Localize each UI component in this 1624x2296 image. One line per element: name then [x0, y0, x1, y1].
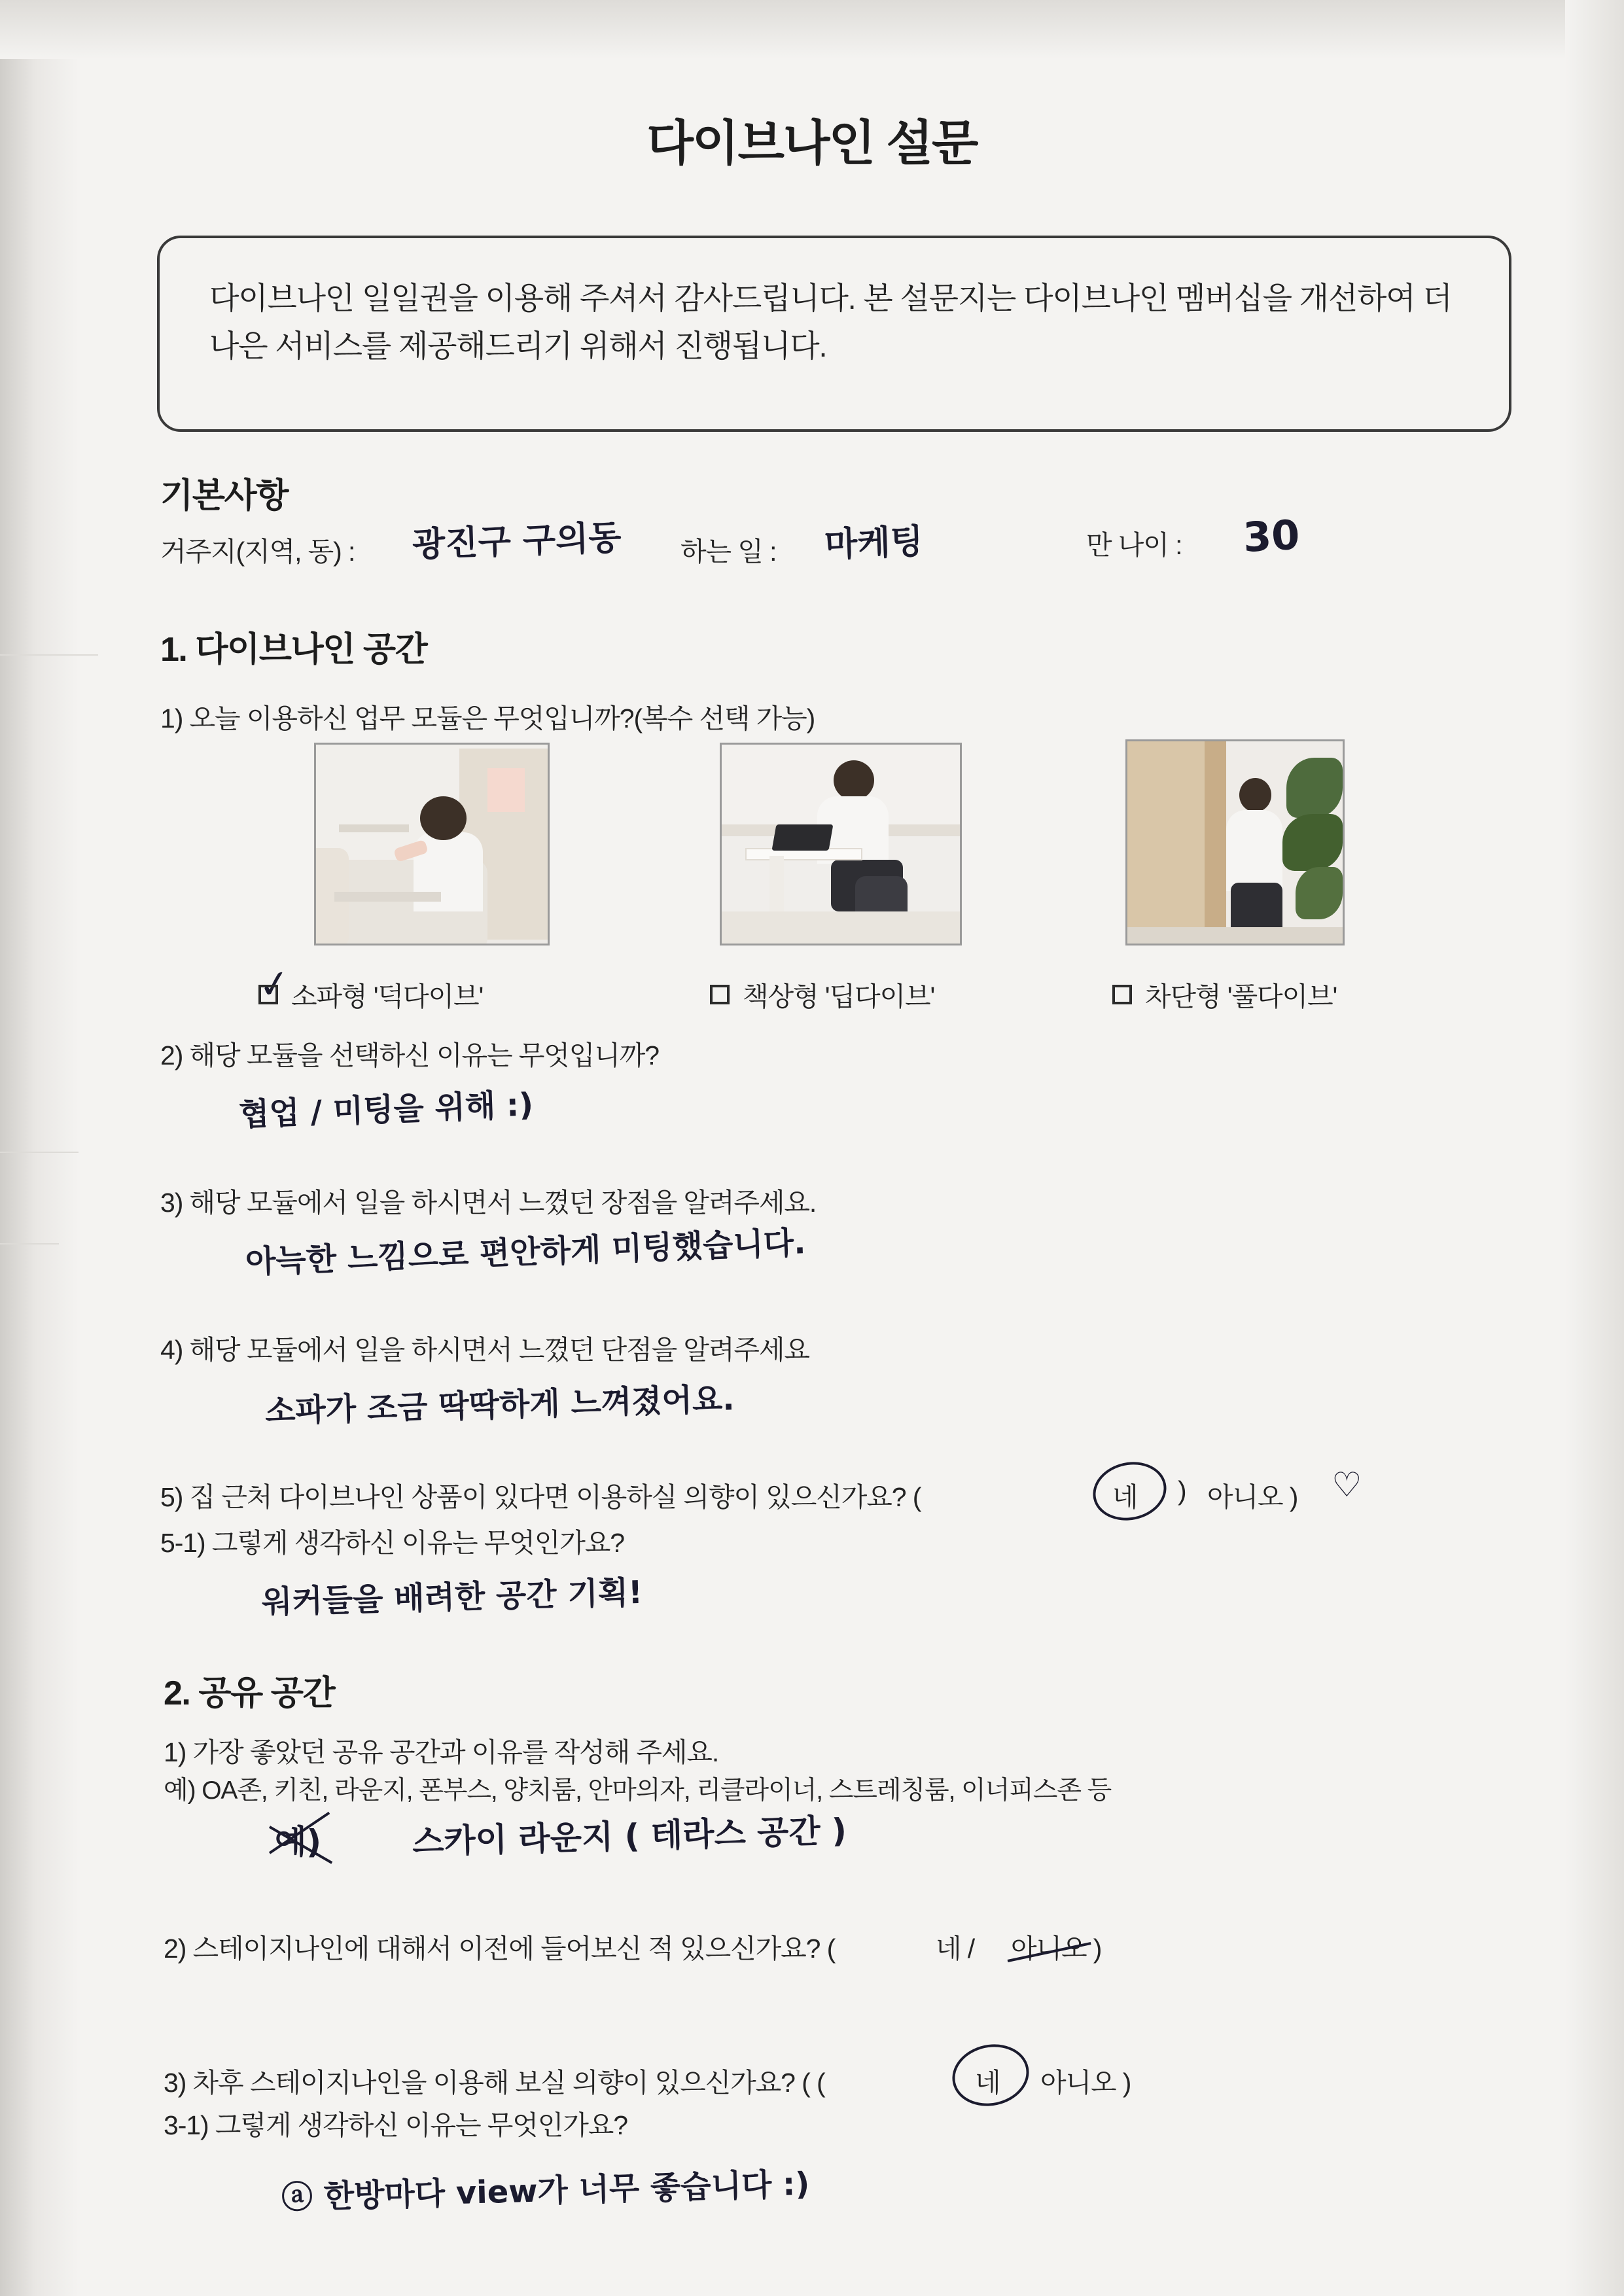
photo-desk-module: [720, 743, 962, 945]
section2-question3: 3) 차후 스테이지나인을 이용해 보실 의향이 있으신가요? ( (: [164, 2068, 825, 2098]
section2-answer1: 스카이 라운지 ( 테라스 공간 ): [412, 1811, 847, 1861]
section2-q3-no[interactable]: 아니오 ): [1040, 2068, 1131, 2098]
section1-answer5-1: 워커들을 배려한 공간 기획!: [261, 1574, 643, 1621]
age-label: 만 나이 :: [1086, 530, 1182, 560]
section1-q5-yes-circle: [1087, 1455, 1172, 1527]
section1-question1: 1) 오늘 이용하신 업무 모듈은 무엇입니까?(복수 선택 가능): [160, 703, 815, 733]
section2-question2: 2) 스테이지나인에 대해서 이전에 들어보신 적 있으신가요? (: [164, 1934, 836, 1964]
option-label-pod: 차단형 '풀다이브': [1145, 981, 1337, 1012]
section1-question4: 4) 해당 모듈에서 일을 하시면서 느꼈던 단점을 알려주세요: [160, 1335, 809, 1365]
checkbox-desk-module[interactable]: [710, 985, 730, 1004]
section1-answer3: 아늑한 느낌으로 편안하게 미팅했습니다.: [245, 1224, 807, 1280]
section2-q3-yes-circle: [947, 2038, 1035, 2113]
basic-info-heading: 기본사항: [160, 477, 288, 515]
residence-label: 거주지(지역, 동) :: [160, 537, 355, 567]
section2-q3-yes[interactable]: 네: [975, 2068, 1000, 2098]
section1-q5-heart-mark: ♡: [1332, 1466, 1362, 1505]
section1-answer2: 협업 / 미팅을 위해 :): [238, 1086, 534, 1133]
option-sofa-module[interactable]: [258, 975, 483, 1014]
residence-value: 광진구 구의동: [412, 518, 622, 565]
option-pod-module[interactable]: [1112, 975, 1337, 1014]
section1-answer4: 소파가 조금 딱딱하게 느껴졌어요.: [264, 1381, 735, 1430]
section1-question3: 3) 해당 모듈에서 일을 하시면서 느꼈던 장점을 알려주세요.: [160, 1188, 817, 1218]
section2-answer3-1: ⓐ 한방마다 view가 너무 좋습니다 :): [281, 2165, 810, 2216]
photo-pod-module: [1125, 739, 1345, 945]
job-value: 마케팅: [824, 521, 924, 565]
intro-text: 다이브나인 일일권을 이용해 주셔서 감사드립니다. 본 설문지는 다이브나인 멤버십을 개선하여 더 나은 서비스를 제공해드리기 위해서 진행됩니다.: [209, 281, 1452, 363]
section1-question2: 2) 해당 모듈을 선택하신 이유는 무엇입니까?: [160, 1040, 660, 1070]
section2-heading: 2. 공유 공간: [164, 1674, 335, 1712]
job-label: 하는 일 :: [680, 537, 777, 567]
age-value: 30: [1242, 510, 1301, 561]
section2-question1-example: 예) OA존, 키친, 라운지, 폰부스, 양치룸, 안마의자, 리클라이너, 스트레칭룸, 이너피스존 등: [164, 1776, 1112, 1805]
section2-question1: 1) 가장 좋았던 공유 공간과 이유를 작성해 주세요.: [164, 1737, 719, 1767]
section1-q5-separator: ): [1178, 1475, 1186, 1506]
page-title: 다이브나인 설문: [646, 116, 978, 170]
section1-q5-yes[interactable]: 네: [1112, 1482, 1138, 1512]
section2-question3-1: 3-1) 그렇게 생각하신 이유는 무엇인가요?: [164, 2110, 627, 2140]
checkbox-sofa-module[interactable]: [258, 985, 278, 1004]
section2-q2-yes[interactable]: 네 /: [936, 1934, 975, 1964]
photo-sofa-module: [314, 743, 550, 945]
section1-question5: 5) 집 근처 다이브나인 상품이 있다면 이용하실 의향이 있으신가요? (: [160, 1482, 921, 1512]
section1-q5-no[interactable]: 아니오 ): [1207, 1482, 1298, 1512]
option-1-handwritten-check: ✓: [255, 959, 294, 1009]
section2-q2-no[interactable]: 아니오 ): [1011, 1934, 1102, 1964]
option-label-sofa: 소파형 '덕다이브': [291, 981, 484, 1012]
section2-answer1-struck: 예): [275, 1823, 322, 1861]
option-label-desk: 책상형 '딥다이브': [743, 981, 935, 1012]
section1-heading: 1. 다이브나인 공간: [160, 631, 427, 669]
checkbox-pod-module[interactable]: [1112, 985, 1132, 1004]
section1-question5-1: 5-1) 그렇게 생각하신 이유는 무엇인가요?: [160, 1528, 624, 1558]
option-desk-module[interactable]: [710, 975, 934, 1014]
